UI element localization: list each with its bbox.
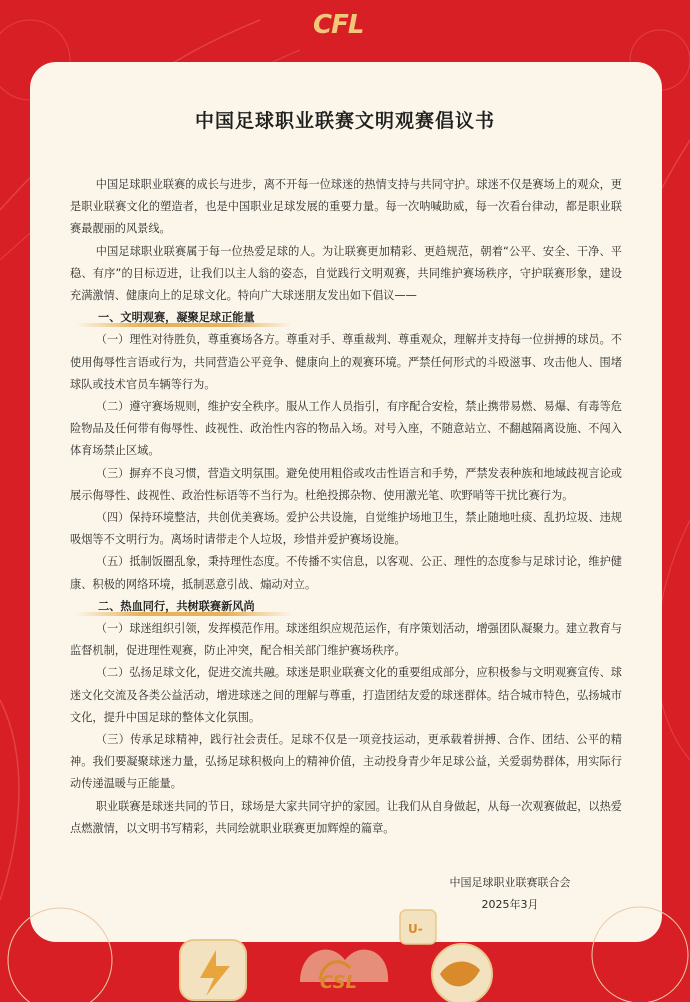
section-1-paragraph-1: （一）理性对待胜负，尊重赛场各方。尊重对手、尊重裁判、尊重观众，理解并支持每一位拼搏的球员。不使用侮辱性言语或行为，共同营造公平竞争、健康向上的观赛环境。严禁任何形式的斗殴滋事、攻击他人、围堵球队或技术官员车辆等行为。 <box>70 333 622 391</box>
csl-logo-text: CSL <box>320 972 358 993</box>
heading-underline-decoration <box>76 323 292 327</box>
signature-date: 2025年3月 <box>481 898 539 911</box>
document-body <box>70 174 622 840</box>
cfl-logo <box>305 8 385 52</box>
cfl-logo-text: CFL <box>313 10 364 40</box>
section-1-paragraph-4: （四）保持环境整洁，共创优美赛场。爱护公共设施，自觉维护场地卫生，禁止随地吐痰、乱扔垃圾、违规吸烟等不文明行为。离场时请带走个人垃圾，珍惜并爱护赛场设施。 <box>70 511 622 547</box>
section-2-paragraph-3: （三）传承足球精神，践行社会责任。足球不仅是一项竞技运动，更承载着拼搏、合作、团结、公平的精神。我们要凝聚球迷力量，弘扬足球积极向上的精神价值，主动投身青少年足球公益，关爱弱势群体，用实际行动传递温暖与正能量。 <box>70 733 622 791</box>
intro-paragraph-2: 中国足球职业联赛属于每一位热爱足球的人。为让联赛更加精彩、更趋规范，朝着“公平、安全、干净、平稳、有序”的目标迈进，让我们以主人翁的姿态，自觉践行文明观赛，共同维护赛场秩序，守护联赛形象，建设充满激情、健康向上的足球文化。特向广大球迷朋友发出如下倡议—— <box>70 244 622 303</box>
document-title: 中国足球职业联赛文明观赛倡议书 <box>194 110 495 132</box>
section-2-paragraph-2: （二）弘扬足球文化，促进交流共融。球迷是职业联赛文化的重要组成部分，应积极参与文明观赛宣传、球迷文化交流及各类公益活动，增进球迷之间的理解与尊重，打造团结友爱的球迷群体。结合城市特色，弘扬城市文化，提升中国足球的整体文化氛围。 <box>70 666 622 724</box>
closing-paragraph: 职业联赛是球迷共同的节日，球场是大家共同守护的家园。让我们从自身做起，从每一次观赛做起，以热爱点燃激情，以文明书写精彩，共同绘就职业联赛更加辉煌的篇章。 <box>70 799 622 835</box>
section-heading-2-text: 二、热血同行，共树联赛新风尚 <box>98 599 255 613</box>
lightning-badge-icon <box>180 940 246 1000</box>
section-2-paragraph-1: （一）球迷组织引领，发挥模范作用。球迷组织应规范运作，有序策划活动，增强团队凝聚力。建立教育与监督机制，促进理性观赛，防止冲突，配合相关部门维护赛场秩序。 <box>70 622 622 658</box>
intro-paragraph-1: 中国足球职业联赛的成长与进步，离不开每一位球迷的热情支持与共同守护。球迷不仅是赛场上的观众，更是职业联赛文化的塑造者，也是中国职业足球发展的重要力量。每一次呐喊助威，每一次看台律动，都是职业联赛最靓丽的风景线。 <box>70 178 622 236</box>
signature-organization: 中国足球职业联赛联合会 <box>449 876 571 889</box>
u-badge-icon <box>400 910 436 944</box>
section-heading-1-text: 一、文明观赛，凝聚足球正能量 <box>98 311 255 325</box>
section-1-paragraph-2: （二）遵守赛场规则，维护安全秩序。服从工作人员指引，有序配合安检，禁止携带易燃、易爆、有毒等危险物品及任何带有侮辱性、歧视性、政治性内容的物品入场。对号入座，不随意站立、不翻越隔离设施、不闯入体育场禁止区域。 <box>70 400 622 458</box>
section-heading-1 <box>70 307 622 329</box>
cup-emblem-icon <box>432 944 492 1002</box>
section-1-paragraph-3: （三）摒弃不良习惯，营造文明氛围。避免使用粗俗或攻击性语言和手势，严禁发表种族和地域歧视言论或展示侮辱性、歧视性、政治性标语等不当行为。杜绝投掷杂物、使用激光笔、吹野哨等干扰比赛行为。 <box>70 466 622 502</box>
section-heading-2 <box>70 596 622 618</box>
u-badge-text: U- <box>408 922 423 936</box>
section-1-paragraph-5: （五）抵制饭圈乱象，秉持理性态度。不传播不实信息，以客观、公正、理性的态度参与足球讨论，维护健康、积极的网络环境，抵制恶意引战、煽动对立。 <box>70 555 622 591</box>
